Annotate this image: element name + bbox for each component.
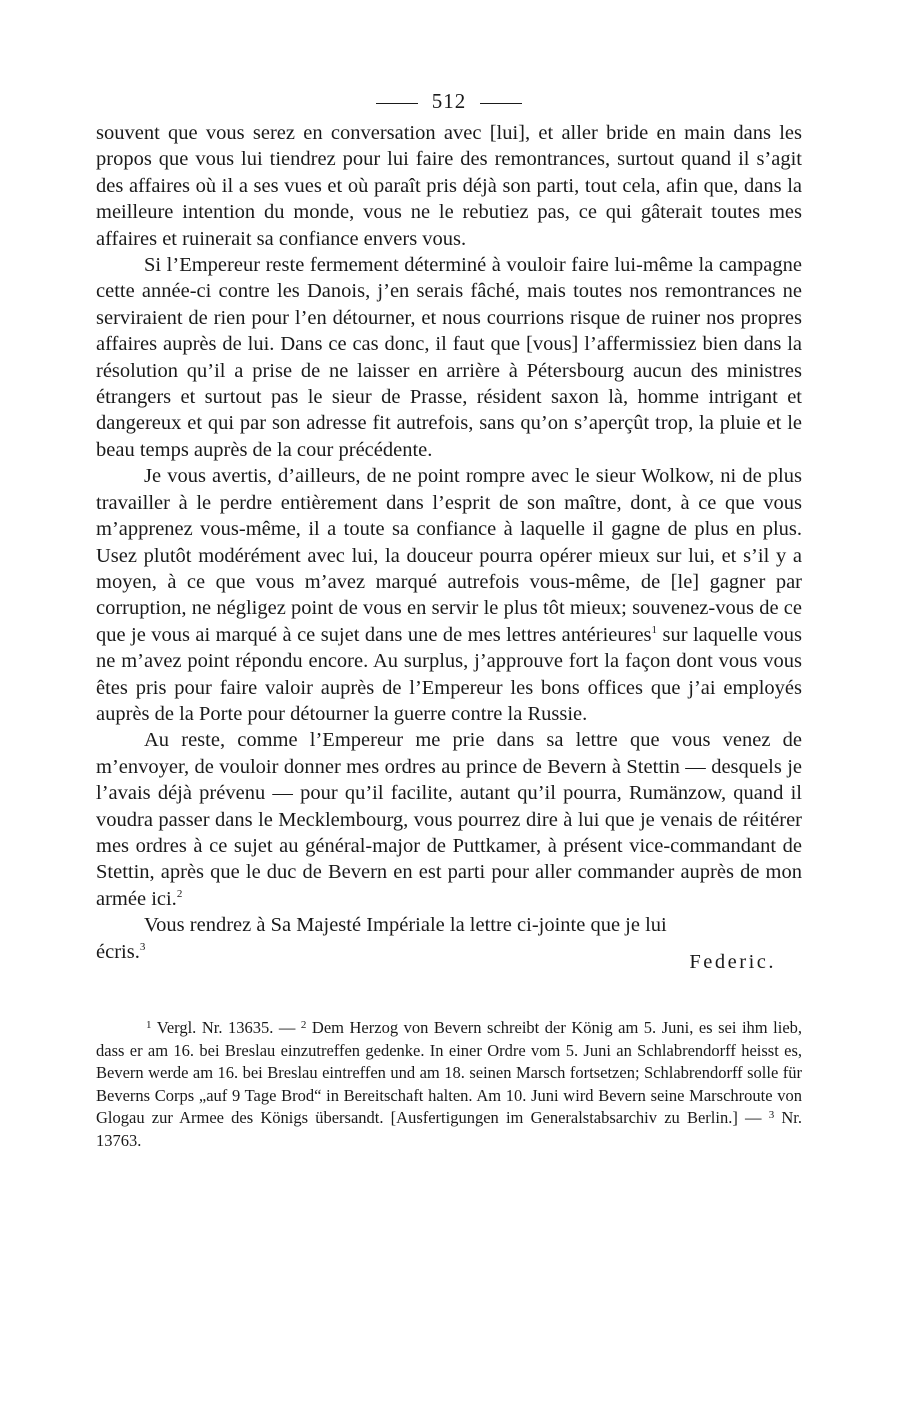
footnote-1-text: Vergl. Nr. 13635. — — [156, 1018, 296, 1037]
footnotes — [96, 1017, 802, 1152]
header-rule-left — [376, 103, 418, 104]
paragraph-3 — [96, 463, 802, 727]
page-header — [96, 82, 802, 120]
closing-text — [96, 939, 145, 965]
paragraph-5: Vous rendrez à Sa Majesté Impériale la lettre ci-jointe que je lui — [144, 914, 667, 937]
footnote-2-text: Dem Herzog von Bevern schreibt der König am 5. Juni, es sei ihm lieb, dass er am 16. bei Breslau einzutreffen gedenke. In einer Ordre vom 5. Juni an Schlabrendorff heisst es, Bevern werde am 16. bei Breslau eintreffen und am 18. seinen Marsch fortsetzen; Schlabrendorff solle für Beverns Corps „auf 9 Tage Brod“ in Bereitschaft halten. Am 10. Juni wird Bevern seine Marschroute von Glogau zur Armee des Königs übersandt. [Ausfertigungen im Generalstabsarchiv zu Berlin.] — — [96, 1018, 803, 1127]
page-number: 512 — [431, 89, 467, 113]
document-page — [96, 82, 802, 1152]
header-rule-right — [480, 103, 522, 104]
footnote-3-mark: 3 — [768, 1109, 775, 1121]
footnote-3-text: Nr. 13763. — [96, 1108, 803, 1150]
paragraph-4 — [96, 727, 802, 912]
note-ref-2: 2 — [176, 887, 183, 900]
paragraph-3-text-b: sur laquelle vous ne m’avez point répondu encore. Au surplus, j’approuve fort la façon dont vous vous êtes pris pour faire valoir auprès de l’Empereur les bons offices que j’ai employés auprès de la Porte pour détourner la guerre contre la Russie. — [96, 623, 803, 725]
note-ref-1: 1 — [651, 623, 658, 636]
paragraph-4-text: Au reste, comme l’Empereur me prie dans sa lettre que vous venez de m’envoyer, de vouloir donner mes ordres au prince de Bevern à Stettin — desquels je l’avais déjà prévenu — pour qu’il facilite, autant qu’il pourra, Rumänzow, quand il voudra passer dans le Mecklembourg, vous pourrez dire à lui que je venais de réitérer mes ordres à ce sujet au général-major de Puttkamer, à présent vice-commandant de Stettin, après que le duc de Bevern en est parti pour aller commander auprès de mon armée ici. — [96, 729, 802, 910]
paragraph-1: souvent que vous serez en conversation avec [lui], et aller bride en main dans les propos que vous lui tiendrez pour lui faire des remontrances, surtout quand il s’agit des affaires où il a ses vues et où paraît pris déjà son parti, tout cela, afin que, dans la meilleure intention du monde, vous ne le rebutiez pas, ce qui gâterait toutes mes affaires et ruinerait sa confiance envers vous. — [96, 122, 802, 250]
paragraph-3-text-a: Je vous avertis, d’ailleurs, de ne point rompre avec le sieur Wolkow, ni de plus travailler à le perdre entièrement dans l’esprit de son maître, dont, à ce que vous m’apprenez vous-même, il a toute sa confiance à laquelle il gagne de plus en plus. Usez plutôt modérément avec lui, la douceur pourra opérer mieux sur lui, et s’il y a moyen, à ce que vous m’avez marqué autrefois vous-même, de [le] gagner par corruption, ne négligez point de vous en servir le plus tôt mieux; souvenez-vous de ce que je vous ai marqué à ce sujet dans une de mes lettres antérieures — [96, 465, 802, 646]
footnote-block — [96, 1017, 802, 1152]
note-ref-3: 3 — [139, 940, 146, 953]
signature: Federic. — [689, 950, 776, 973]
footnote-2-mark: 2 — [300, 1019, 307, 1031]
footnote-1-mark: 1 — [146, 1019, 152, 1031]
closing-line — [96, 939, 802, 973]
letter-body — [96, 120, 803, 973]
paragraph-2: Si l’Empereur reste fermement déterminé à vouloir faire lui-même la campagne cette année-ci contre les Danois, j’en serais fâché, mais toutes nos remontrances ne serviraient de rien pour l’en détourner, et nous courrions risque de ruiner nos propres affaires auprès de lui. Dans ce cas donc, il faut que [vous] l’affermissiez bien dans la résolution qu’il a prise de ne laisser en arrière à Pétersbourg aucun des ministres étrangers et surtout pas le sieur de Prasse, résident saxon là, homme intrigant et dangereux et qui par son adresse fit autrefois, sans qu’on s’aperçût trop, la pluie et le beau temps auprès de la cour précédente. — [96, 254, 802, 461]
closing-word: écris. — [96, 940, 140, 963]
